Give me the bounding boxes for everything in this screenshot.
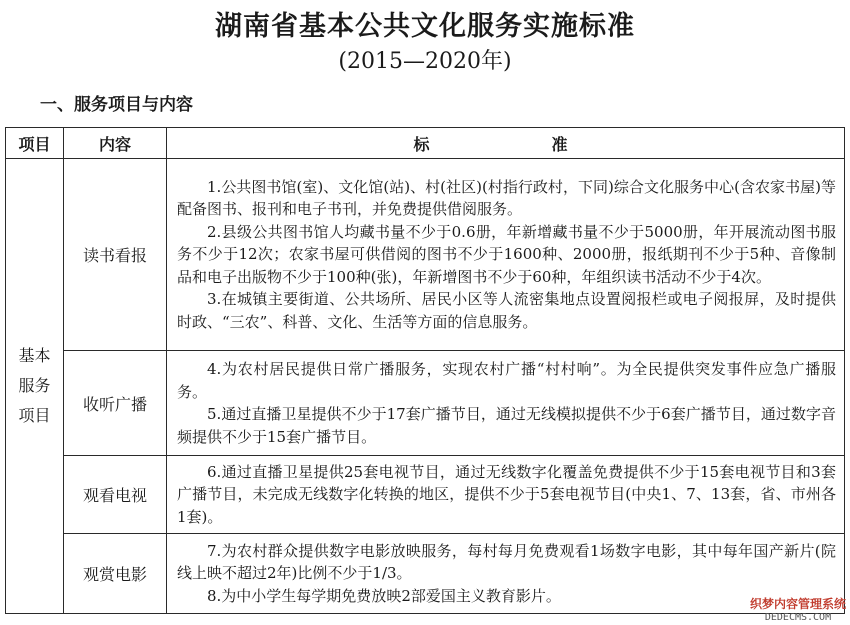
content-cell: 观看电视 [64, 456, 167, 534]
header-project: 项目 [6, 128, 64, 159]
document-subtitle: (2015—2020年) [338, 49, 512, 74]
standard-item: 8.为中小学生每学期免费放映2部爱国主义教育影片。 [207, 586, 561, 605]
watermark-line1: 织梦内容管理系统 [749, 597, 846, 611]
header-content: 内容 [64, 128, 167, 159]
standard-item: 7.为农村群众提供数字电影放映服务，每村每月免费观看1场数字电影，其中每年国产新片(院线上映不超过2年)比例不少于1/3。 [177, 541, 836, 583]
watermark-line2: DEDECMS.COM [764, 612, 832, 623]
standard-cell [167, 351, 845, 456]
content-cell: 读书看报 [64, 159, 167, 351]
standard-item: 3.在城镇主要街道、公共场所、居民小区等人流密集地点设置阅报栏或电子阅报屏，及时提供时政、“三农”、科普、文化、生活等方面的信息服务。 [177, 290, 836, 331]
table-row [6, 534, 845, 614]
table-row [6, 351, 845, 456]
standards-table [5, 127, 845, 614]
standard-cell [167, 534, 845, 614]
watermark [750, 595, 846, 623]
content-cell: 观赏电影 [64, 534, 167, 614]
header-standard [167, 128, 845, 159]
section-heading: 一、服务项目与内容 [40, 95, 193, 115]
standard-item: 5.通过直播卫星提供不少于17套广播节目，通过无线模拟提供不少于6套广播节目，通过数字音频提供不少于15套广播节目。 [177, 405, 836, 446]
content-cell: 收听广播 [64, 351, 167, 456]
document-title: 湖南省基本公共文化服务实施标准 [215, 11, 635, 42]
standard-item: 2.县级公共图书馆人均藏书量不少于0.6册，年新增藏书量不少于5000册，年开展流动图书服务不少于12次；农家书屋可供借阅的图书不少于1600种、2000册，报纸期刊不少于5种、音像制品和电子出版物不少于100种(张)，年新增图书不少于60种，年组织读书活动不少于4次。 [177, 222, 836, 286]
standard-item: 6.通过直播卫星提供25套电视节目，通过无线数字化覆盖免费提供不少于15套电视节目和3套广播节目，未完成无线数字化转换的地区，提供不少于5套电视节目(中央1、7、13套，省、市州各1套)。 [177, 462, 836, 526]
category-cell [6, 159, 64, 614]
header-standard-label: 标 准 [413, 134, 598, 154]
standard-item: 4.为农村居民提供日常广播服务，实现农村广播“村村响”。为全民提供突发事件应急广播服务。 [177, 360, 836, 401]
table-header-row [6, 128, 845, 159]
table-row [6, 456, 845, 534]
category-label: 基本 服务 项目 [18, 346, 51, 425]
standard-cell [167, 456, 845, 534]
table-row [6, 159, 845, 351]
standard-item: 1.公共图书馆(室)、文化馆(站)、村(社区)(村指行政村，下同)综合文化服务中心(含农家书屋)等配备图书、报刊和电子书刊，并免费提供借阅服务。 [177, 177, 836, 219]
standard-cell [167, 159, 845, 351]
